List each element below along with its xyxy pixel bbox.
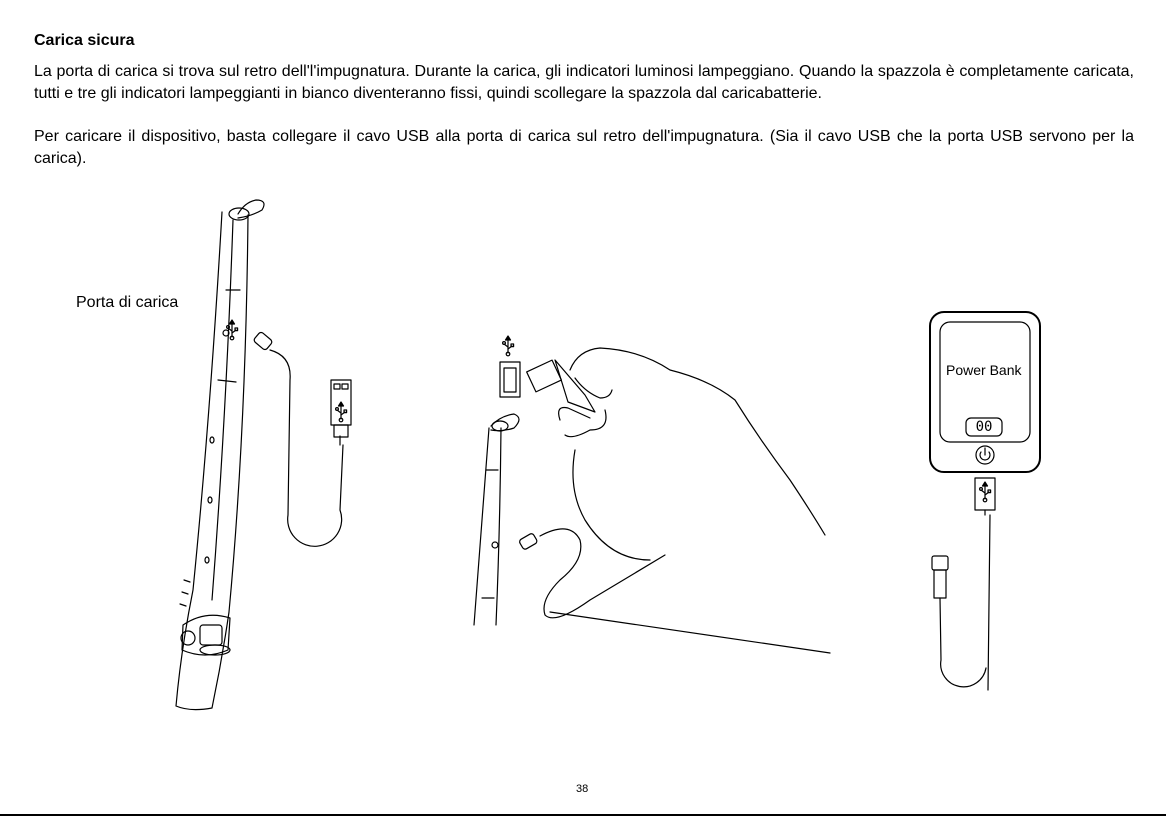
bottom-rule [0,814,1166,816]
usb-port-center [500,362,520,397]
page-number: 38 [576,783,589,795]
usb-cable-right [932,478,995,690]
usb-plug-center [527,360,595,412]
instruction-paragraph-2: Per caricare il dispositivo, basta collegare il cavo USB alla porta di carica sul retro dell'impugnatura. (Sia il cavo USB che la porta USB servono per la carica). [34,128,1134,167]
section-heading: Carica sicura [34,32,135,49]
charging-port-label: Porta di carica [76,294,179,311]
usb-icon [503,336,514,356]
hand [559,348,825,560]
brush-handle-left [176,200,264,710]
power-bank-display: 00 [975,419,993,435]
instruction-paragraph-1: La porta di carica si trova sul retro dell'l'impugnatura. Durante la carica, gli indicatori luminosi lampeggiano. Quando la spazzola è completamente caricata, tutti e tre gli indicatori lampeggianti in bianco diventeranno fissi, quindi scollegare la spazzola dal caricabatterie. [34,63,1134,102]
power-bank-label: Power Bank [946,362,1022,378]
brush-handle-center [474,414,519,625]
usb-cable-center [519,529,830,653]
usb-cable-left [253,331,351,546]
usb-icon [336,402,347,422]
charging-illustration [0,190,1166,730]
usb-icon [980,482,991,502]
power-icon [976,446,994,464]
